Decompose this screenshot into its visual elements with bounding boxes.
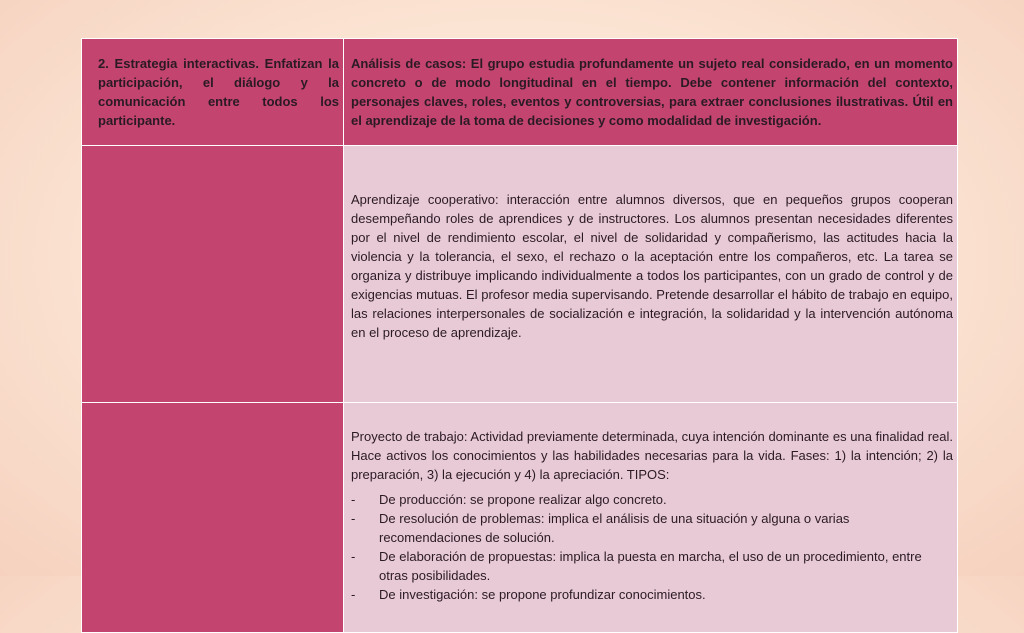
list-dash: - xyxy=(351,492,356,507)
list-item xyxy=(351,509,953,547)
list-item-text: De producción: se propone realizar algo concreto. xyxy=(379,492,667,507)
cooperative-row xyxy=(82,146,958,403)
strategy-title-cell: 2. Estrategia interactivas. Enfatizan la participación, el diálogo y la comunicación entre todos los participante. xyxy=(82,39,344,146)
list-item-text: De investigación: se propone profundizar conocimientos. xyxy=(379,587,706,602)
cooperative-learning-cell xyxy=(344,146,958,403)
list-dash: - xyxy=(351,549,356,564)
list-item-text: De elaboración de propuestas: implica la puesta en marcha, el uso de un procedimiento, entre otras posibilidades. xyxy=(379,549,922,583)
list-item-text: De resolución de problemas: implica el análisis de una situación y alguna o varias recomendaciones de solución. xyxy=(379,511,850,545)
strategies-table xyxy=(81,38,958,633)
list-item xyxy=(351,547,953,585)
list-dash: - xyxy=(351,511,356,526)
list-item xyxy=(351,585,953,604)
empty-left-cell xyxy=(82,403,344,633)
case-analysis-cell: Análisis de casos: El grupo estudia profundamente un sujeto real considerado, en un momento concreto o de modo longitudinal en el tiempo. Debe contener información del contexto, personajes claves, roles, eventos y controversias, para extraer conclusiones ilustrativas. Útil en el aprendizaje de la toma de decisiones y como modalidad de investigación. xyxy=(344,39,958,146)
list-dash: - xyxy=(351,587,356,602)
cooperative-learning-text: Aprendizaje cooperativo: interacción entre alumnos diversos, que en pequeños grupos cooperan desempeñando roles de aprendices y de instructores. Los alumnos presentan necesidades diferentes por el nivel de rendimiento escolar, el nivel de solidaridad y compañerismo, las actitudes hacia la violencia y la tolerancia, el sexo, el rechazo o la aceptación entre los compañeros, etc. La tarea se organiza y distribuye implicando individualmente a todos los participantes, con un grado de control y de exigencias mutuas. El profesor media supervisando. Pretende desarrollar el hábito de trabajo en equipo, las relaciones interpersonales de socialización e integración, la solidaridad y la intervención autónoma en el proceso de aprendizaje. xyxy=(351,192,953,340)
empty-left-cell xyxy=(82,146,344,403)
project-work-cell xyxy=(344,403,958,633)
list-item xyxy=(351,490,953,509)
project-types-list xyxy=(351,490,953,604)
project-row xyxy=(82,403,958,633)
project-intro-text: Proyecto de trabajo: Actividad previamente determinada, cuya intención dominante es una finalidad real. Hace activos los conocimientos y las habilidades necesarias para la vida. Fases: 1) la intención; 2) la preparación, 3) la ejecución y 4) la apreciación. TIPOS: xyxy=(351,429,953,482)
header-row xyxy=(82,39,958,146)
